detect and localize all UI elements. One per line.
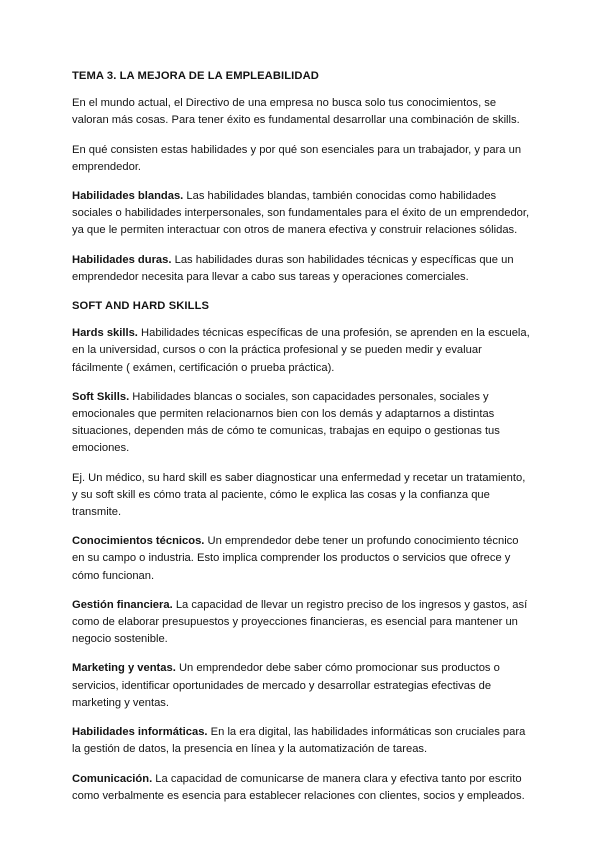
computer-skills-paragraph xyxy=(72,724,532,758)
definition-habilidades-duras: Las habilidades duras son habilidades técnicas y específicas que un emprendedor necesita para llevar a cabo sus tareas y operaciones comerciales. xyxy=(72,253,514,283)
example-paragraph: Ej. Un médico, su hard skill es saber diagnosticar una enfermedad y recetar un tratamiento, y su soft skill es cómo trata al paciente, cómo le explica las cosas y la confianza que transmite. xyxy=(72,471,526,519)
term-conocimientos-tecnicos: Conocimientos técnicos. xyxy=(72,535,205,548)
definition-soft-skills: Habilidades blancas o sociales, son capacidades personales, sociales y emocionales que permiten relacionarnos bien con los demás y adaptarnos a distintas situaciones, dependen más de cómo te comunicas, trabajas en equipo o gestionas tus emociones. xyxy=(72,390,500,455)
marketing-sales-paragraph xyxy=(72,660,532,712)
communication-paragraph xyxy=(72,771,532,805)
document-page xyxy=(72,68,532,817)
definition-comunicacion: La capacidad de comunicarse de manera clara y efectiva tanto por escrito como verbalmente es esencia para establecer relaciones con clientes, socios y empleados. xyxy=(72,772,525,802)
definition-marketing-ventas: Un emprendedor debe saber cómo promocionar sus productos o servicios, identificar oportunidades de mercado y desarrollar estrategias efectivas de marketing y ventas. xyxy=(72,662,500,709)
term-gestion-financiera: Gestión financiera. xyxy=(72,598,173,611)
definition-habilidades-blandas: Las habilidades blandas, también conocidas como habilidades sociales o habilidades interpersonales, son fundamentales para el éxito de un emprendedor, ya que le permiten interactuar con otros de manera efectiva y construir relaciones sólidas. xyxy=(72,190,530,237)
term-marketing-ventas: Marketing y ventas. xyxy=(72,662,176,675)
term-habilidades-informaticas: Habilidades informáticas. xyxy=(72,726,208,739)
term-habilidades-duras: Habilidades duras. xyxy=(72,253,172,266)
definition-conocimientos-tecnicos: Un emprendedor debe tener un profundo conocimiento técnico en su campo o industria. Esto implica comprender los productos o servicios que ofrece y cómo funcionan. xyxy=(72,535,519,582)
term-hards-skills: Hards skills. xyxy=(72,327,138,340)
hards-skills-paragraph xyxy=(72,325,532,377)
soft-skills-paragraph xyxy=(72,389,532,458)
term-habilidades-blandas: Habilidades blandas. xyxy=(72,190,184,203)
term-comunicacion: Comunicación. xyxy=(72,772,153,785)
definition-habilidades-informaticas: En la era digital, las habilidades informáticas son cruciales para la gestión de datos, la presencia en línea y la automatización de tareas. xyxy=(72,726,526,756)
definition-gestion-financiera: La capacidad de llevar un registro preciso de los ingresos y gastos, así como de elaborar presupuestos y proyecciones financieras, es esencial para mantener un negocio sostenible. xyxy=(72,598,528,646)
term-soft-skills: Soft Skills. xyxy=(72,390,130,403)
definition-hards-skills: Habilidades técnicas específicas de una profesión, se aprenden en la escuela, en la universidad, cursos o con la práctica profesional y se pueden medir y evaluar fácilmente ( exámen, certificación o prueba práctica). xyxy=(72,327,530,374)
hard-skills-definition xyxy=(72,252,532,286)
document-title: TEMA 3. LA MEJORA DE LA EMPLEABILIDAD xyxy=(72,70,319,82)
intro-paragraph-1: En el mundo actual, el Directivo de una empresa no busca solo tus conocimientos, se valoran más cosas. Para tener éxito es fundamental desarrollar una combinación de skills. xyxy=(72,97,520,127)
soft-skills-definition xyxy=(72,188,532,240)
financial-management-paragraph xyxy=(72,597,532,649)
intro-paragraph-2: En qué consisten estas habilidades y por qué son esenciales para un trabajador, y para un emprendedor. xyxy=(72,143,522,173)
technical-knowledge-paragraph xyxy=(72,533,532,585)
section-heading-soft-hard: SOFT AND HARD SKILLS xyxy=(72,300,210,313)
